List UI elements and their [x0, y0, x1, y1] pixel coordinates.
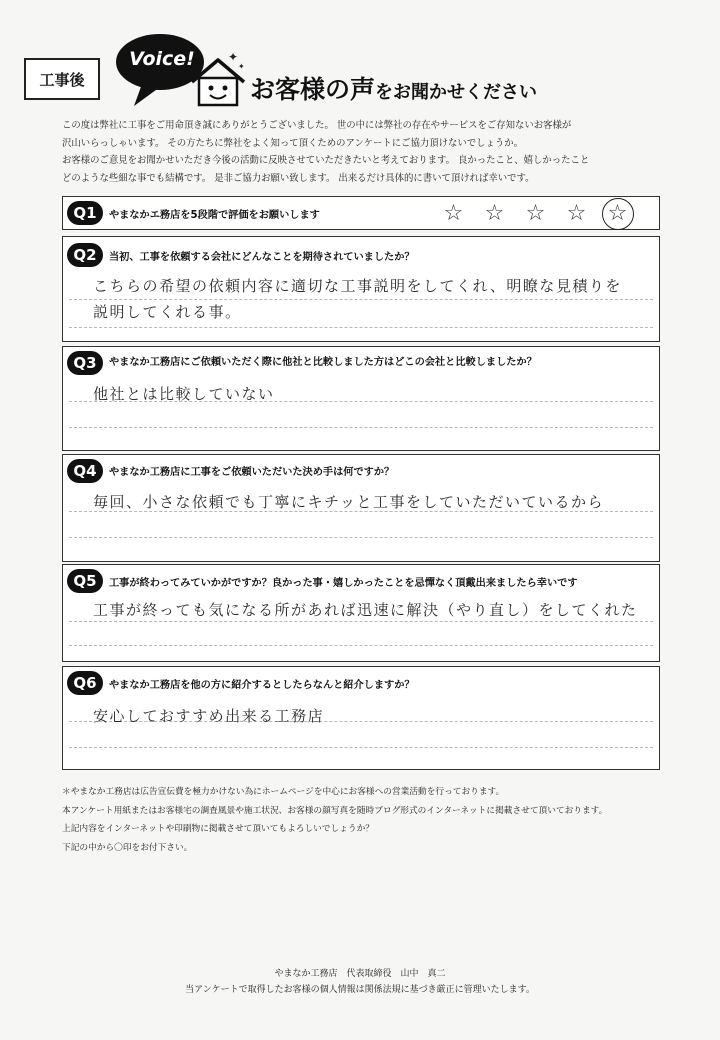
intro-line: 沢山いらっしゃいます。 その方たちに弊社をよく知って頂くためのアンケートにご協力頂けないでしょうか。	[62, 137, 524, 149]
answer-rule	[69, 621, 653, 622]
sparkle-icon: ✦	[238, 62, 245, 71]
page-title	[250, 70, 537, 106]
question-text: やまなか工務店にご依頼いただく際に他社と比較しました方はどこの会社と比較しましたか？	[109, 357, 537, 368]
question-label: Q6	[67, 671, 103, 695]
handwritten-answer: こちらの希望の依頼内容に適切な工事説明をしてくれ、明瞭な見積りを	[93, 277, 622, 295]
question-text: やまなか工務店に工事をご依頼いただいた決め手は何ですか？	[109, 467, 395, 478]
title-sub: をお聞かせください	[375, 82, 538, 103]
answer-rule	[69, 327, 653, 328]
after-construction-tag: 工事後	[24, 58, 100, 100]
footer-note-line: 下記の中から〇印をお付下さい。	[62, 842, 193, 853]
footer-note-line: 上記内容をインターネットや印刷物に掲載させて頂いてもよろしいでしょうか？	[62, 824, 374, 834]
answer-rule	[69, 537, 653, 538]
handwritten-answer: 毎回、小さな依頼でも丁寧にキチッと工事をしていただいているから	[93, 493, 605, 511]
privacy-notice: 当アンケートで取得したお客様の個人情報は関係法規に基づき厳正に管理いたします。	[185, 985, 535, 995]
answer-rule	[69, 427, 653, 428]
star-icon[interactable]: ☆	[597, 197, 638, 229]
question-box-q4	[62, 454, 660, 562]
q1-rating-box	[62, 196, 660, 230]
intro-line: この度は弊社に工事をご用命頂き誠にありがとうございました。 世の中には弊社の存在やサービスをご存知ないお客様が	[62, 120, 572, 131]
handwritten-answer: 説明してくれる事。	[93, 303, 242, 321]
question-label: Q3	[67, 351, 103, 375]
footer-notes	[62, 783, 702, 857]
answer-rule	[69, 747, 653, 748]
title-main: お客様の声	[250, 75, 376, 104]
star-icon[interactable]: ☆	[484, 200, 505, 226]
intro-line: どのような些細な事でも結構です。 是非ご協力お願い致します。 出来るだけ具体的に書いて頂ければ幸いです。	[62, 172, 535, 184]
intro-text	[62, 117, 682, 187]
footer-note-line: 本アンケート用紙またはお客様宅の調査風景や施工状況、お客様の顔写真を随時ブログ形式のインターネットに掲載させて頂いております。	[62, 805, 608, 816]
question-label: Q4	[67, 459, 103, 483]
question-label: Q1	[67, 201, 103, 225]
star-icon[interactable]: ☆	[566, 200, 587, 226]
intro-line: お客様のご意見をお聞かせいただき今後の活動に反映させていただきたいと考えております。 良かったこと、嬉しかったこと	[62, 155, 590, 166]
sparkle-icon: ✦	[228, 50, 239, 64]
question-box-q3	[62, 346, 660, 451]
question-box-q2	[62, 236, 660, 342]
star-rating[interactable]	[433, 197, 638, 229]
star-icon[interactable]: ☆	[443, 200, 464, 226]
handwritten-answer: 工事が終っても気になる所があれば迅速に解決（やり直し）をしてくれた	[93, 601, 638, 619]
question-label: Q5	[67, 569, 103, 593]
question-text: やまなかエ務店を5段階で評価をお願いします	[109, 210, 320, 221]
company-signature: やまなか工務店 代表取締役 山中 真二	[274, 969, 446, 979]
question-text: やまなか工務店を他の方に紹介するとしたらなんと紹介しますか？	[109, 680, 415, 691]
question-text: 工事が終わってみていかがですか？良かった事・嬉しかったことを忌憚なく頂戴出来ましたら幸いです	[109, 578, 578, 589]
answer-rule	[69, 645, 653, 646]
voice-badge-text: Voice!	[129, 48, 195, 70]
answer-rule	[69, 299, 653, 300]
handwritten-answer: 他社とは比較していない	[93, 385, 275, 403]
footer-note-line: ＊やまなか工務店は広告宣伝費を極力かけない為にホームページを中心にお客様への営業活動を行っております。	[62, 787, 505, 797]
handwritten-answer: 安心しておすすめ出来る工務店	[93, 707, 325, 725]
question-box-q6	[62, 666, 660, 770]
question-box-q5	[62, 564, 660, 662]
question-label: Q2	[67, 243, 103, 267]
question-text: 当初、工事を依頼する会社にどんなことを期待されていましたか？	[109, 252, 415, 263]
star-icon[interactable]: ☆	[525, 200, 546, 226]
